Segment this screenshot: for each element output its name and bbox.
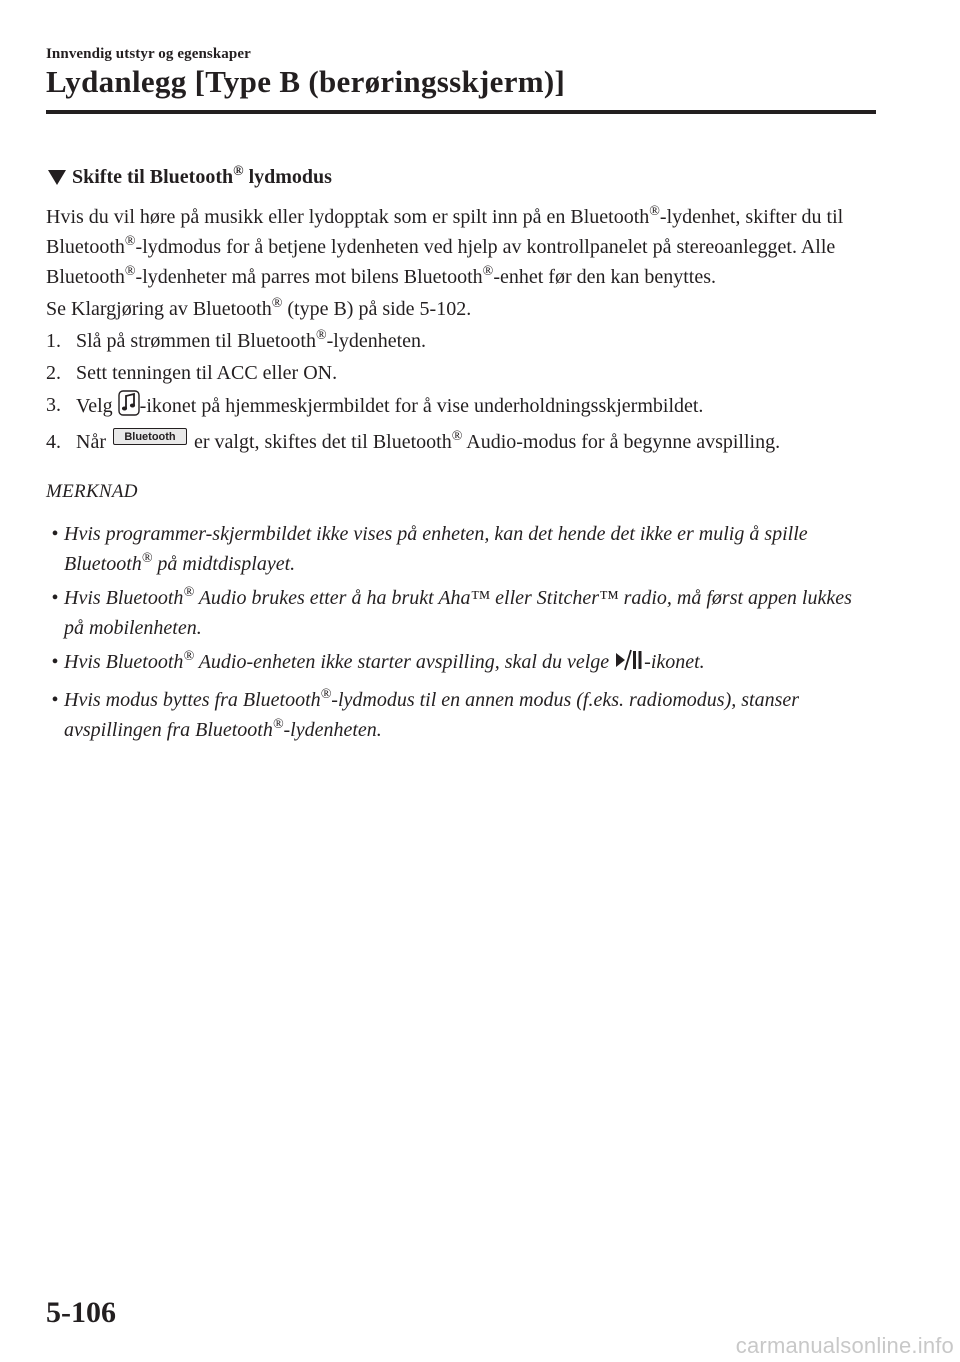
step-item: 2. Sett tenningen til ACC eller ON. [46,362,338,384]
step-item: 1. Slå på strømmen til Bluetooth®-lydenheten. [46,327,427,352]
step-item: 3. Velg -ikonet på hjemmeskjermbildet for å vise underholdningsskjermbildet. [46,390,876,425]
note-item: • Hvis Bluetooth® Audio-enheten ikke starter avspilling, skal du velge -ikonet. [46,647,876,681]
music-note-icon [118,390,140,425]
note-list [46,519,876,745]
section-heading-text: Skifte til Bluetooth® lydmodus [72,163,332,188]
note-item: • Hvis Bluetooth® Audio brukes etter å ha brukt Aha™ eller Stitcher™ radio, må først appen lukkes på mobilenheten. [51,584,852,639]
page-number: 5-106 [46,1296,116,1329]
intro-paragraph: Hvis du vil høre på musikk eller lydopptak som er spilt inn på en Bluetooth®-lydenhet, skifter du til Bluetooth®-lydmodus for å betjene lydenheten ved hjelp av kontrollpanelet på stereoanlegget. Alle Bluetooth®-lydenheter må parres mot bilens Bluetooth®-enhet før den kan benyttes. [46,203,844,288]
step-item: 4. Når Bluetooth er valgt, skiftes det til Bluetooth® Audio-modus for å begynne avspilling. [46,428,781,453]
header-rule [46,110,876,114]
section-heading [46,162,876,192]
reference-line: Se Klargjøring av Bluetooth® (type B) på side 5-102. [46,295,472,320]
section-label: Innvendig utstyr og egenskaper [46,46,251,62]
steps-list [46,326,876,457]
bluetooth-badge: Bluetooth [113,428,187,445]
note-item: • Hvis programmer-skjermbildet ikke vises på enheten, kan det hende det ikke er mulig å spille Bluetooth® på midtdisplayet. [51,523,808,575]
play-pause-icon [614,648,644,681]
triangle-down-icon [48,170,66,185]
note-title: MERKNAD [46,481,138,502]
watermark: carmanualsonline.info [735,1333,954,1358]
chapter-title: Lydanlegg [Type B (berøringsskjerm)] [46,64,566,99]
note-item: • Hvis modus byttes fra Bluetooth®-lydmodus til en annen modus (f.eks. radiomodus), stanser avspillingen fra Bluetooth®-lydenheten. [51,686,800,741]
content [46,162,876,749]
